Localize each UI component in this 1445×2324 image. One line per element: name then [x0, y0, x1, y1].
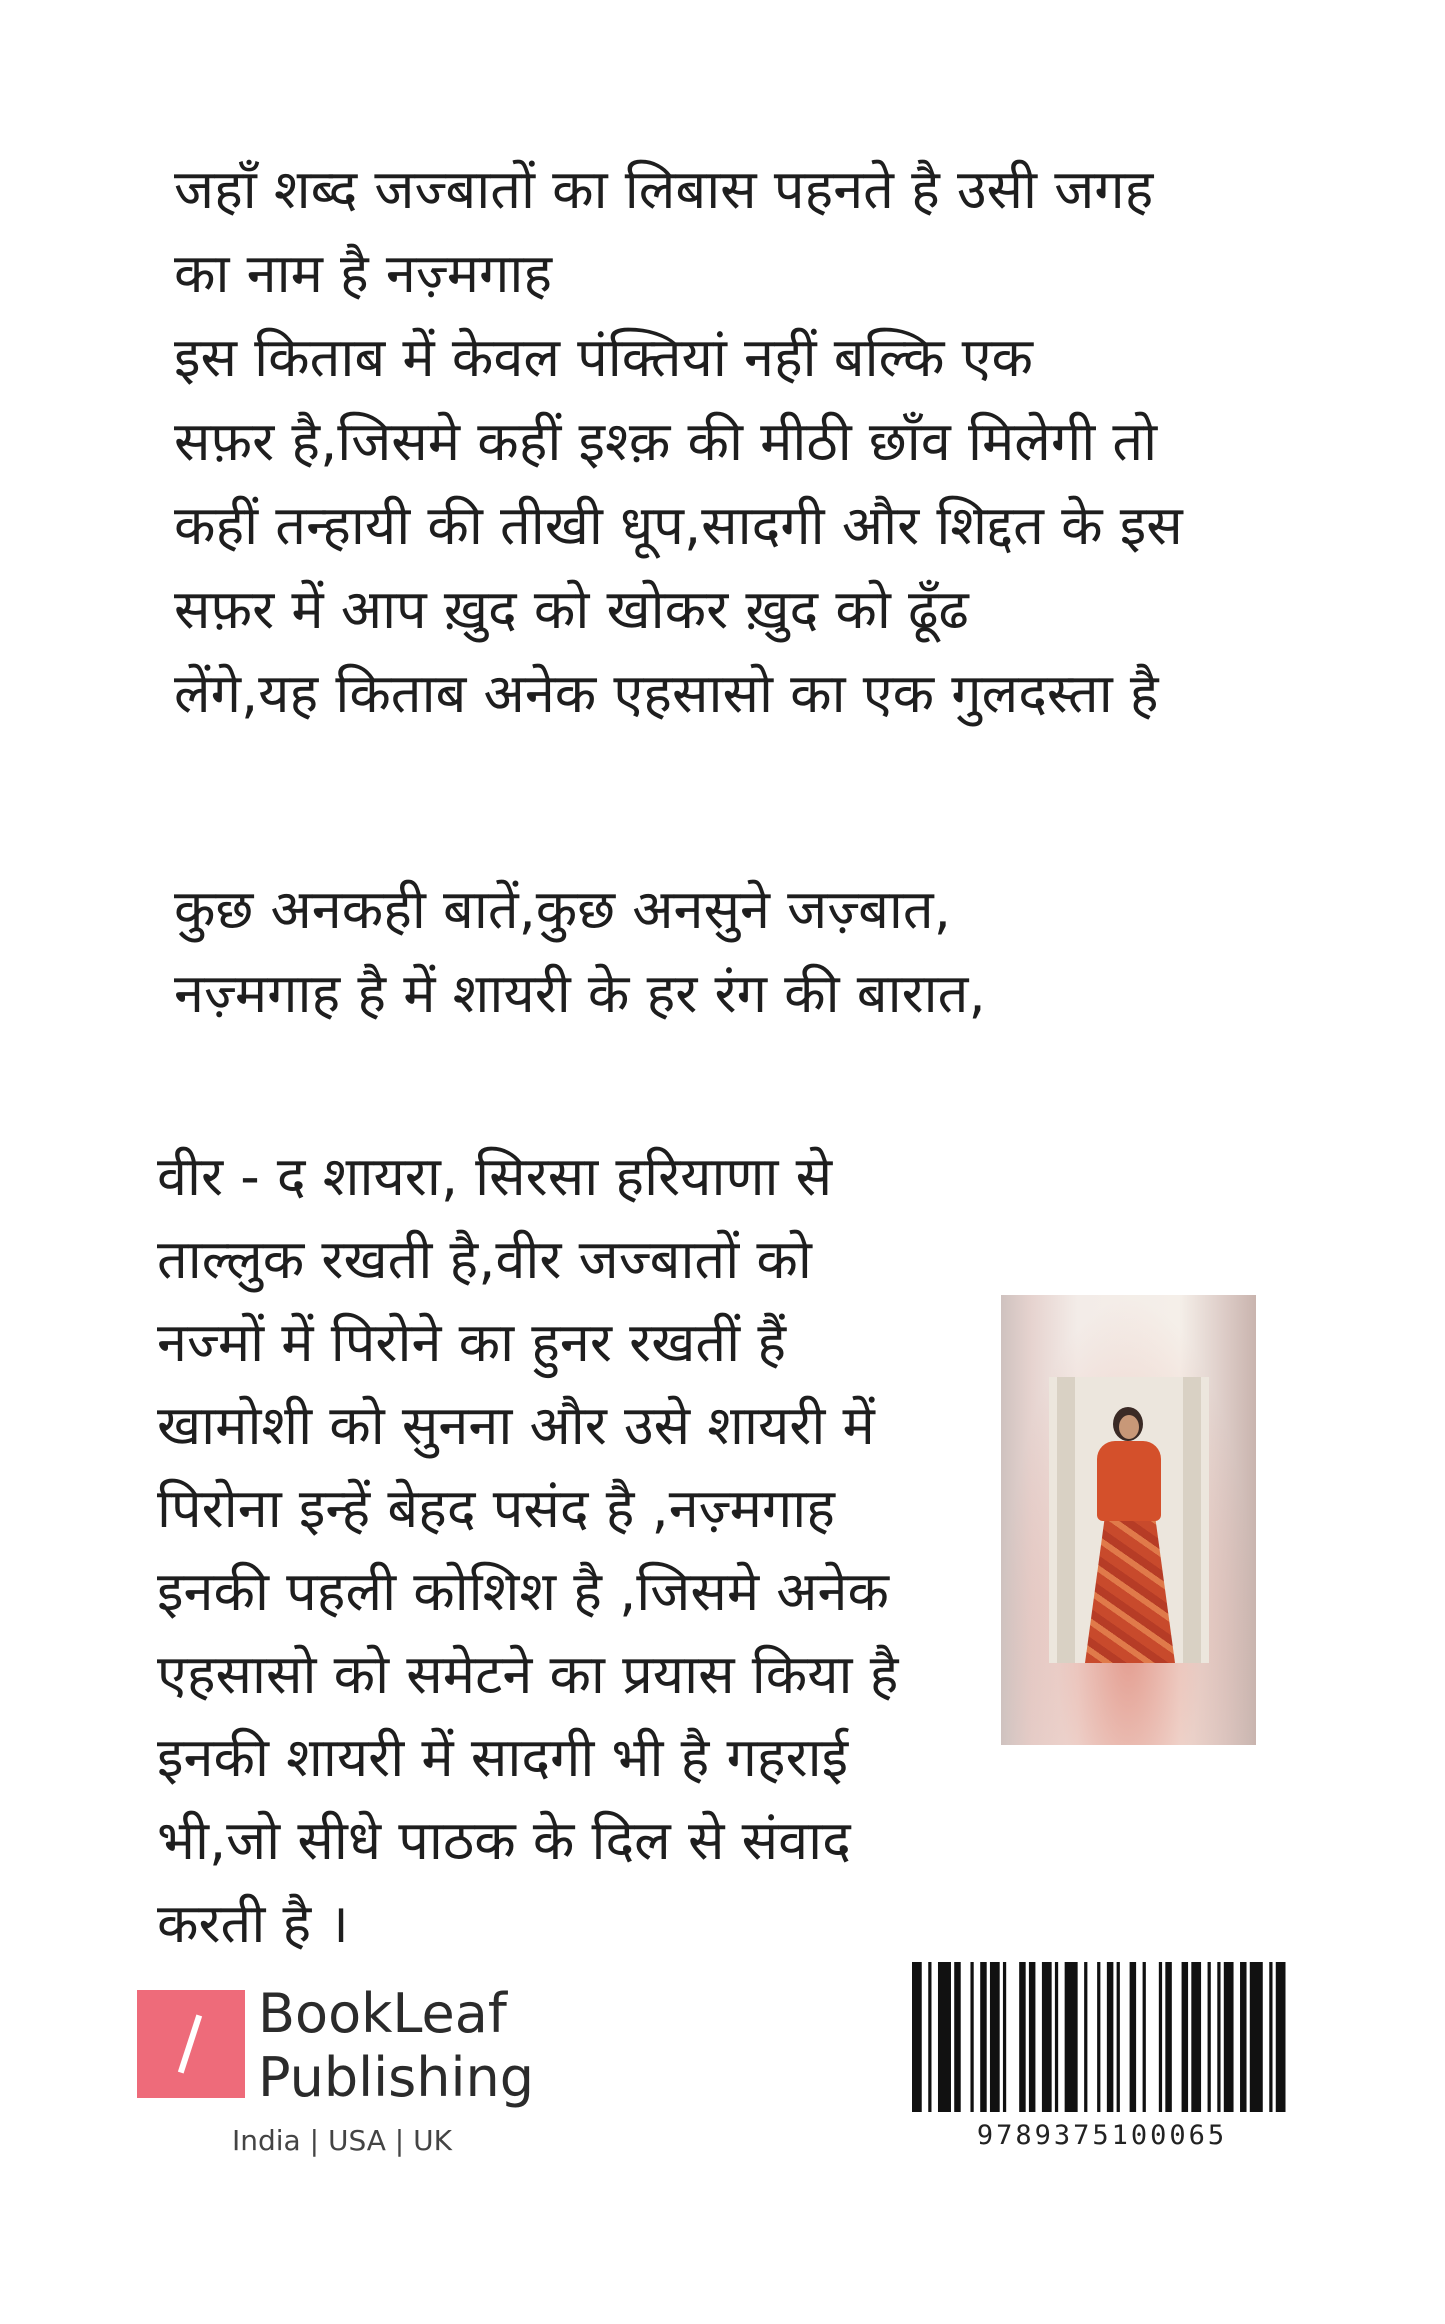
photo-figure-shirt: [1097, 1441, 1161, 1521]
barcode-bar: [980, 1962, 986, 2112]
author-photo-inner: [1049, 1377, 1209, 1663]
barcode-bar: [1182, 1962, 1188, 2112]
barcode-bar: [1165, 1962, 1171, 2112]
barcode-bar: [1208, 1962, 1211, 2112]
barcode-bar: [954, 1962, 960, 2112]
publisher-countries: India | USA | UK: [232, 2124, 452, 2157]
barcode-bar: [1191, 1962, 1201, 2112]
barcode-bar: [1250, 1962, 1263, 2112]
barcode-bar: [912, 1962, 922, 2112]
barcode-icon: [912, 1962, 1292, 2112]
barcode-bar: [1029, 1962, 1035, 2112]
barcode-bar: [938, 1962, 951, 2112]
barcode-bar: [1097, 1962, 1100, 2112]
barcode-bar: [1217, 1962, 1220, 2112]
barcode-bar: [1130, 1962, 1136, 2112]
photo-door-right: [1183, 1377, 1201, 1663]
isbn-number: 9789375100065: [976, 2120, 1228, 2151]
barcode-bar: [1065, 1962, 1078, 2112]
barcode-bar: [1042, 1962, 1052, 2112]
barcode-bar: [1019, 1962, 1025, 2112]
barcode-bar: [1003, 1962, 1006, 2112]
barcode-bar: [990, 1962, 1000, 2112]
author-bio-paragraph: वीर - द शायरा, सिरसा हरियाणा से ताल्लुक रखती है,वीर जज्बातों को नज्मों में पिरोने का हुनर रखतीं हैं खामोशी को सुनना और उसे शायरी में पिरोना इन्हें बेहद पसंद है ,नज़्मगाह इनकी पहली कोशिश है ,जिसमे अनेक एहसासो को समेटने का प्रयास किया है इनकी शायरी में सादगी भी है गहराई भी,जो सीधे पाठक के दिल से संवाद करती है ।: [157, 1145, 899, 1955]
barcode-bar: [928, 1962, 931, 2112]
barcode-bar: [1107, 1962, 1113, 2112]
barcode-bar: [1224, 1962, 1234, 2112]
author-photo: [1001, 1295, 1256, 1745]
barcode-bar: [1240, 1962, 1246, 2112]
barcode-bar: [970, 1962, 973, 2112]
publisher-name-line1: BookLeaf: [258, 1982, 507, 2045]
photo-figure-skirt: [1085, 1517, 1175, 1663]
intro-paragraph: जहाँ शब्द जज्बातों का लिबास पहनते है उसी जगह का नाम है नज़्मगाह इस किताब में केवल पंक्तियां नहीं बल्कि एक सफ़र है,जिसमे कहीं इश्क़ की मीठी छाँव मिलेगी तो कहीं तन्हायी की तीखी धूप,सादगी और शिद्दत के इस सफ़र में आप ख़ुद को खोकर ख़ुद को ढूँढ लेंगे,यह किताब अनेक एहसासो का एक गुलदस्ता है: [174, 158, 1183, 725]
publisher-logo-icon: [137, 1990, 245, 2098]
photo-door-left: [1057, 1377, 1075, 1663]
couplet-paragraph: कुछ अनकही बातें,कुछ अनसुने जज़्बात, नज़्मगाह है में शायरी के हर रंग की बारात,: [174, 878, 986, 1025]
barcode-bar: [1117, 1962, 1120, 2112]
photo-figure-face: [1119, 1415, 1139, 1439]
barcode-bar: [1055, 1962, 1058, 2112]
barcode-bar: [1159, 1962, 1162, 2112]
barcode-bar: [1143, 1962, 1146, 2112]
barcode-bar: [1276, 1962, 1286, 2112]
logo-slash-icon: [178, 2015, 202, 2074]
barcode-bar: [1269, 1962, 1272, 2112]
publisher-name-line2: Publishing: [258, 2046, 534, 2109]
barcode-bar: [1084, 1962, 1087, 2112]
